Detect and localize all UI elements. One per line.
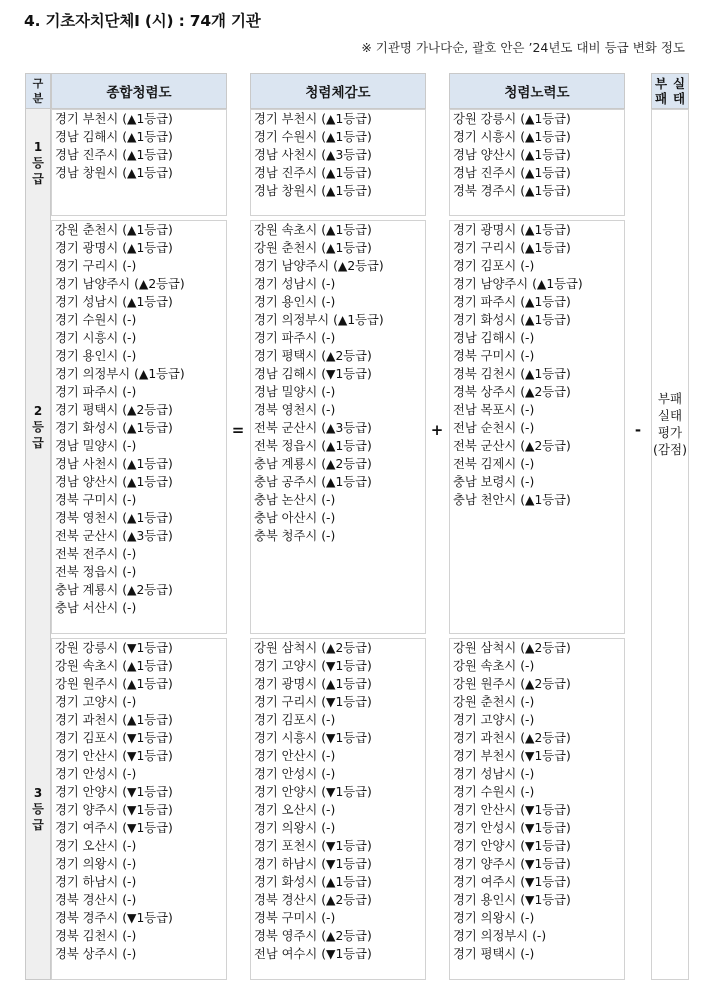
list-item: 경기 광명시 (▲1등급)	[55, 241, 173, 255]
list-item: 경기 구리시 (-)	[55, 259, 137, 273]
list-item: 전남 순천시 (-)	[453, 421, 535, 435]
list-item: 전북 군산시 (▲3등급)	[254, 421, 372, 435]
list-item: 경기 파주시 (-)	[55, 385, 137, 399]
list-item: 경기 김포시 (-)	[453, 259, 535, 273]
list-item: 경기 양주시 (▼1등급)	[55, 803, 173, 817]
list-item: 경기 용인시 (▼1등급)	[453, 893, 571, 907]
overall-grade-3-list	[55, 639, 173, 963]
list-item: 강원 원주시 (▲2등급)	[453, 677, 571, 691]
list-item: 충남 서산시 (-)	[55, 601, 137, 615]
list-item: 경기 안양시 (▼1등급)	[254, 785, 372, 799]
list-item: 경남 밀양시 (-)	[254, 385, 336, 399]
list-item: 경북 영천시 (-)	[254, 403, 336, 417]
list-item: 경기 화성시 (▲1등급)	[55, 421, 173, 435]
list-item: 경기 오산시 (-)	[55, 839, 137, 853]
list-item: 강원 춘천시 (▲1등급)	[254, 241, 372, 255]
list-item: 경기 안산시 (▼1등급)	[453, 803, 571, 817]
grade-column	[25, 73, 51, 980]
perception-grade-3-list	[254, 639, 372, 963]
list-item: 경남 창원시 (▲1등급)	[254, 184, 372, 198]
list-item: 전북 정읍시 (▲1등급)	[254, 439, 372, 453]
corruption-cell	[651, 109, 689, 980]
list-item: 경북 구미시 (-)	[55, 493, 137, 507]
list-item: 경기 구리시 (▲1등급)	[453, 241, 571, 255]
list-item: 경기 의정부시 (▲1등급)	[254, 313, 384, 327]
list-item: 경기 안양시 (▼1등급)	[453, 839, 571, 853]
list-item: 강원 삼척시 (▲2등급)	[453, 641, 571, 655]
grade-label-2: 2 등 급	[32, 404, 44, 450]
list-item: 경기 하남시 (▼1등급)	[254, 857, 372, 871]
list-item: 강원 춘천시 (-)	[453, 695, 535, 709]
corruption-evaluation-text: 부패 실태 평가 (감점)	[653, 391, 687, 457]
minus-operator: -	[634, 421, 642, 439]
list-item: 경기 안양시 (▼1등급)	[55, 785, 173, 799]
list-item: 경기 광명시 (▲1등급)	[453, 223, 571, 237]
list-item: 경기 의정부시 (-)	[453, 929, 547, 943]
list-item: 경기 여주시 (▼1등급)	[453, 875, 571, 889]
list-item: 경남 밀양시 (-)	[55, 439, 137, 453]
gubun-header: 구 분	[25, 73, 51, 109]
perception-grade-1-list	[254, 110, 372, 200]
list-item: 경기 김포시 (▼1등급)	[55, 731, 173, 745]
list-item: 경기 고양시 (▼1등급)	[254, 659, 372, 673]
list-item: 경기 부천시 (▲1등급)	[55, 112, 173, 126]
list-item: 경남 사천시 (▲1등급)	[55, 457, 173, 471]
list-item: 강원 원주시 (▲1등급)	[55, 677, 173, 691]
list-item: 전북 군산시 (▲3등급)	[55, 529, 173, 543]
list-item: 경기 파주시 (▲1등급)	[453, 295, 571, 309]
list-item: 경기 수원시 (▲1등급)	[254, 130, 372, 144]
list-item: 강원 삼척시 (▲2등급)	[254, 641, 372, 655]
list-item: 경북 김천시 (▲1등급)	[453, 367, 571, 381]
list-item: 경기 구리시 (▼1등급)	[254, 695, 372, 709]
corruption-header: 부패 실태	[651, 73, 689, 109]
list-item: 전북 정읍시 (-)	[55, 565, 137, 579]
list-item: 충남 공주시 (▲1등급)	[254, 475, 372, 489]
list-item: 경남 김해시 (-)	[453, 331, 535, 345]
effort-grade-1-list	[453, 110, 571, 200]
list-item: 경기 성남시 (-)	[254, 277, 336, 291]
grade-label-1: 1 등 급	[32, 139, 44, 186]
list-item: 경기 하남시 (-)	[55, 875, 137, 889]
list-item: 경기 평택시 (▲2등급)	[254, 349, 372, 363]
list-item: 경북 경산시 (-)	[55, 893, 137, 907]
list-item: 경기 용인시 (-)	[254, 295, 336, 309]
list-item: 경북 구미시 (-)	[254, 911, 336, 925]
list-item: 경기 고양시 (-)	[55, 695, 137, 709]
list-item: 경기 남양주시 (▲2등급)	[55, 277, 185, 291]
list-item: 경북 영천시 (▲1등급)	[55, 511, 173, 525]
list-item: 경남 진주시 (▲1등급)	[453, 166, 571, 180]
list-item: 경북 경주시 (▲1등급)	[453, 184, 571, 198]
list-item: 경기 화성시 (▲1등급)	[254, 875, 372, 889]
list-item: 충남 천안시 (▲1등급)	[453, 493, 571, 507]
list-item: 경기 포천시 (▼1등급)	[254, 839, 372, 853]
list-item: 경북 경산시 (▲2등급)	[254, 893, 372, 907]
overall-grade-1-list	[55, 110, 173, 182]
list-item: 경기 부천시 (▲1등급)	[254, 112, 372, 126]
list-item: 경기 평택시 (▲2등급)	[55, 403, 173, 417]
effort-grade-2-list	[453, 221, 583, 509]
list-item: 강원 속초시 (▲1등급)	[55, 659, 173, 673]
list-item: 전남 목포시 (-)	[453, 403, 535, 417]
list-item: 경기 화성시 (▲1등급)	[453, 313, 571, 327]
list-item: 강원 속초시 (▲1등급)	[254, 223, 372, 237]
list-item: 경기 안성시 (-)	[254, 767, 336, 781]
list-item: 경기 여주시 (▼1등급)	[55, 821, 173, 835]
list-item: 경기 김포시 (-)	[254, 713, 336, 727]
list-item: 경남 양산시 (▲1등급)	[453, 148, 571, 162]
list-item: 충남 계룡시 (▲2등급)	[254, 457, 372, 471]
list-item: 강원 강릉시 (▲1등급)	[453, 112, 571, 126]
list-item: 경기 의왕시 (-)	[453, 911, 535, 925]
list-item: 경기 안산시 (▼1등급)	[55, 749, 173, 763]
perception-grade-2-list	[254, 221, 384, 545]
list-item: 경남 김해시 (▲1등급)	[55, 130, 173, 144]
list-item: 전북 군산시 (▲2등급)	[453, 439, 571, 453]
list-item: 경남 진주시 (▲1등급)	[55, 148, 173, 162]
equals-operator: =	[231, 421, 245, 439]
list-item: 경기 의왕시 (-)	[55, 857, 137, 871]
list-item: 강원 속초시 (-)	[453, 659, 535, 673]
list-item: 경북 김천시 (-)	[55, 929, 137, 943]
list-item: 전남 여수시 (▼1등급)	[254, 947, 372, 961]
list-item: 경기 의왕시 (-)	[254, 821, 336, 835]
perception-header: 청렴체감도	[250, 73, 426, 109]
grade-label-3: 3 등 급	[32, 786, 44, 832]
list-item: 충남 계룡시 (▲2등급)	[55, 583, 173, 597]
list-item: 강원 강릉시 (▼1등급)	[55, 641, 173, 655]
list-item: 경기 시흥시 (-)	[55, 331, 137, 345]
list-item: 경기 안성시 (▼1등급)	[453, 821, 571, 835]
list-item: 충남 논산시 (-)	[254, 493, 336, 507]
list-item: 경기 수원시 (-)	[453, 785, 535, 799]
list-item: 충북 청주시 (-)	[254, 529, 336, 543]
list-item: 전북 김제시 (-)	[453, 457, 535, 471]
list-item: 경기 수원시 (-)	[55, 313, 137, 327]
list-item: 경남 진주시 (▲1등급)	[254, 166, 372, 180]
list-item: 경기 평택시 (-)	[453, 947, 535, 961]
list-item: 충남 아산시 (-)	[254, 511, 336, 525]
list-item: 경북 영주시 (▲2등급)	[254, 929, 372, 943]
list-item: 경남 김해시 (▼1등급)	[254, 367, 372, 381]
list-item: 경기 고양시 (-)	[453, 713, 535, 727]
list-item: 충남 보령시 (-)	[453, 475, 535, 489]
effort-grade-3-list	[453, 639, 571, 963]
list-item: 경기 남양주시 (▲1등급)	[453, 277, 583, 291]
plus-operator: +	[430, 421, 444, 439]
list-item: 강원 춘천시 (▲1등급)	[55, 223, 173, 237]
list-item: 경남 창원시 (▲1등급)	[55, 166, 173, 180]
overall-grade-2-list	[55, 221, 185, 617]
list-item: 경기 성남시 (▲1등급)	[55, 295, 173, 309]
list-item: 경북 상주시 (▲2등급)	[453, 385, 571, 399]
list-item: 경기 안산시 (-)	[254, 749, 336, 763]
list-item: 전북 전주시 (-)	[55, 547, 137, 561]
overall-header: 종합청렴도	[51, 73, 227, 109]
list-item: 경기 광명시 (▲1등급)	[254, 677, 372, 691]
list-item: 경남 양산시 (▲1등급)	[55, 475, 173, 489]
list-item: 경기 남양주시 (▲2등급)	[254, 259, 384, 273]
list-item: 경북 상주시 (-)	[55, 947, 137, 961]
list-item: 경기 안성시 (-)	[55, 767, 137, 781]
list-item: 경기 오산시 (-)	[254, 803, 336, 817]
list-item: 경남 사천시 (▲3등급)	[254, 148, 372, 162]
sort-note: ※ 기관명 가나다순, 괄호 안은 ’24년도 대비 등급 변화 정도	[361, 40, 685, 55]
list-item: 경기 과천시 (▲1등급)	[55, 713, 173, 727]
list-item: 경기 파주시 (-)	[254, 331, 336, 345]
page-title: 4. 기초자치단체Ⅰ (시) : 74개 기관	[24, 12, 261, 30]
effort-header: 청렴노력도	[449, 73, 625, 109]
list-item: 경기 의정부시 (▲1등급)	[55, 367, 185, 381]
list-item: 경기 양주시 (▼1등급)	[453, 857, 571, 871]
list-item: 경북 구미시 (-)	[453, 349, 535, 363]
list-item: 경기 용인시 (-)	[55, 349, 137, 363]
list-item: 경기 부천시 (▼1등급)	[453, 749, 571, 763]
list-item: 경북 경주시 (▼1등급)	[55, 911, 173, 925]
list-item: 경기 시흥시 (▲1등급)	[453, 130, 571, 144]
list-item: 경기 과천시 (▲2등급)	[453, 731, 571, 745]
list-item: 경기 성남시 (-)	[453, 767, 535, 781]
list-item: 경기 시흥시 (▼1등급)	[254, 731, 372, 745]
